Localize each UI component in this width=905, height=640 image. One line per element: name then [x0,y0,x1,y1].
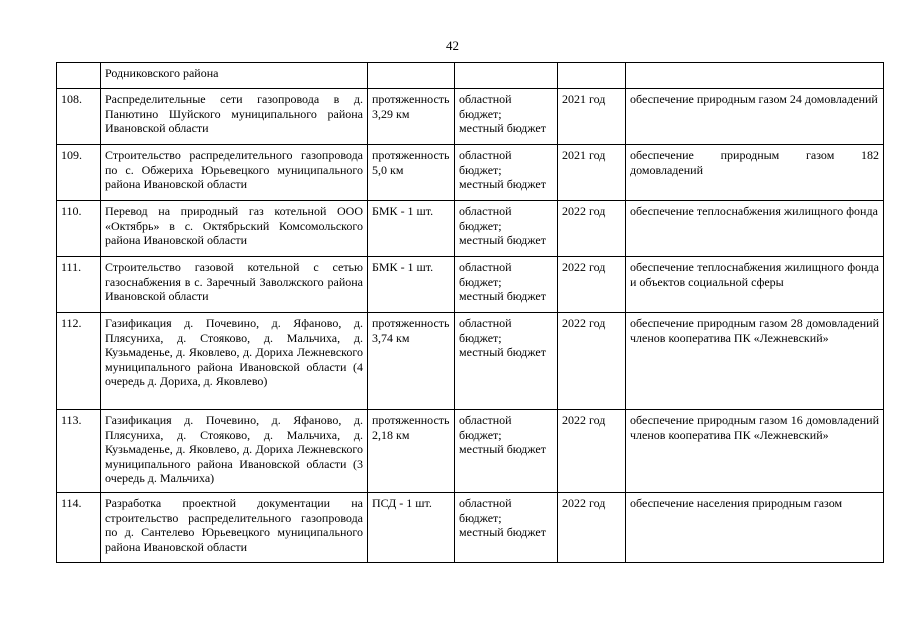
cell-funding [455,257,558,313]
cell-text: обеспечение природным газом 182 домовладений [630,148,879,177]
cell-year [558,201,626,257]
cell-funding [455,201,558,257]
cell-funding [455,63,558,89]
cell-text: 108. [61,92,82,106]
cell-text: обеспечение природным газом 24 домовладений [630,92,878,106]
cell-text: областной бюджет; местный бюджет [459,260,546,303]
cell-text: протяженность 2,18 км [372,413,450,442]
cell-text: 2022 год [562,204,606,218]
cell-text: обеспечение теплоснабжения жилищного фонда и объектов социальной сферы [630,260,879,289]
table-row [57,257,884,313]
cell-text: областной бюджет; местный бюджет [459,496,546,539]
cell-result [626,145,884,201]
cell-name [101,201,368,257]
cell-capacity [368,410,455,493]
cell-result [626,410,884,493]
cell-capacity [368,201,455,257]
cell-num [57,89,101,145]
cell-name [101,313,368,410]
cell-text: 109. [61,148,82,162]
cell-result [626,313,884,410]
table-row [57,313,884,410]
cell-name [101,493,368,563]
cell-year [558,145,626,201]
cell-text: Строительство распределительного газопровода по с. Обжериха Юрьевецкого муниципального района Ивановской области [105,148,363,191]
cell-num [57,145,101,201]
cell-text: Газификация д. Почевино, д. Яфаново, д. Плясуниха, д. Стояково, д. Мальчиха, д. Кузьмаденье, д. Яковлево, д. Дориха Лежневского муниципального района Ивановской области (4 очередь д. Дориха, д. Яковлево) [105,316,363,388]
table-row [57,201,884,257]
cell-year [558,313,626,410]
cell-funding [455,313,558,410]
cell-capacity [368,89,455,145]
cell-text: областной бюджет; местный бюджет [459,413,546,456]
table-row [57,493,884,563]
cell-text: Газификация д. Почевино, д. Яфаново, д. Плясуниха, д. Стояково, д. Мальчиха, д. Кузьмаденье, д. Яковлево, д. Дориха Лежневского муниципального района Ивановской области (3 очередь д. Мальчиха) [105,413,363,485]
cell-name [101,257,368,313]
table-row [57,145,884,201]
cell-year [558,493,626,563]
cell-text: Распределительные сети газопровода в д. Панютино Шуйского муниципального района Ивановской области [105,92,363,135]
cell-year [558,63,626,89]
cell-result [626,201,884,257]
cell-num [57,257,101,313]
cell-result [626,493,884,563]
page-number: 42 [446,38,459,53]
cell-text: 110. [61,204,82,218]
cell-text: БМК - 1 шт. [372,204,434,218]
cell-text: 111. [61,260,82,274]
table-row [57,410,884,493]
cell-year [558,257,626,313]
table-row [57,89,884,145]
cell-text: областной бюджет; местный бюджет [459,204,546,247]
cell-text: 2022 год [562,496,606,510]
cell-num [57,63,101,89]
cell-num [57,493,101,563]
cell-text: Перевод на природный газ котельной ООО «Октябрь» в с. Октябрьский Комсомольского района Ивановской области [105,204,363,247]
cell-text: 113. [61,413,82,427]
cell-capacity [368,63,455,89]
cell-text: Разработка проектной документации на строительство распределительного газопровода по д. Сантелево Юрьевецкого муниципального района Ивановской области [105,496,363,554]
cell-text: 2022 год [562,260,606,274]
cell-result [626,63,884,89]
cell-result [626,257,884,313]
table-row-continuation [57,63,884,89]
cell-name [101,89,368,145]
cell-text: протяженность 3,74 км [372,316,450,345]
cell-name [101,63,368,89]
cell-funding [455,145,558,201]
cell-text: БМК - 1 шт. [372,260,434,274]
cell-text: обеспечение природным газом 16 домовладений членов кооператива ПК «Лежневский» [630,413,879,442]
cell-text: областной бюджет; местный бюджет [459,92,546,135]
cell-result [626,89,884,145]
cell-text: обеспечение природным газом 28 домовладений членов кооператива ПК «Лежневский» [630,316,879,345]
cell-text: обеспечение населения природным газом [630,496,843,510]
cell-text: протяженность 5,0 км [372,148,450,177]
cell-text: ПСД - 1 шт. [372,496,432,510]
cell-capacity [368,313,455,410]
cell-funding [455,89,558,145]
cell-name [101,145,368,201]
cell-year [558,89,626,145]
cell-text: областной бюджет; местный бюджет [459,148,546,191]
program-table [56,62,884,563]
cell-num [57,313,101,410]
cell-num [57,410,101,493]
cell-name [101,410,368,493]
cell-text: обеспечение теплоснабжения жилищного фонда [630,204,878,218]
cell-year [558,410,626,493]
cell-text: 2022 год [562,316,606,330]
cell-text: Родниковского района [105,66,219,80]
cell-text: протяженность 3,29 км [372,92,450,121]
cell-text: 112. [61,316,82,330]
cell-text: областной бюджет; местный бюджет [459,316,546,359]
cell-text: 114. [61,496,82,510]
cell-capacity [368,257,455,313]
cell-capacity [368,493,455,563]
cell-funding [455,493,558,563]
cell-text: Строительство газовой котельной с сетью газоснабжения в с. Заречный Заволжского района Ивановской области [105,260,363,303]
cell-num [57,201,101,257]
cell-text: 2021 год [562,148,606,162]
cell-text: 2022 год [562,413,606,427]
cell-capacity [368,145,455,201]
cell-text: 2021 год [562,92,606,106]
cell-funding [455,410,558,493]
